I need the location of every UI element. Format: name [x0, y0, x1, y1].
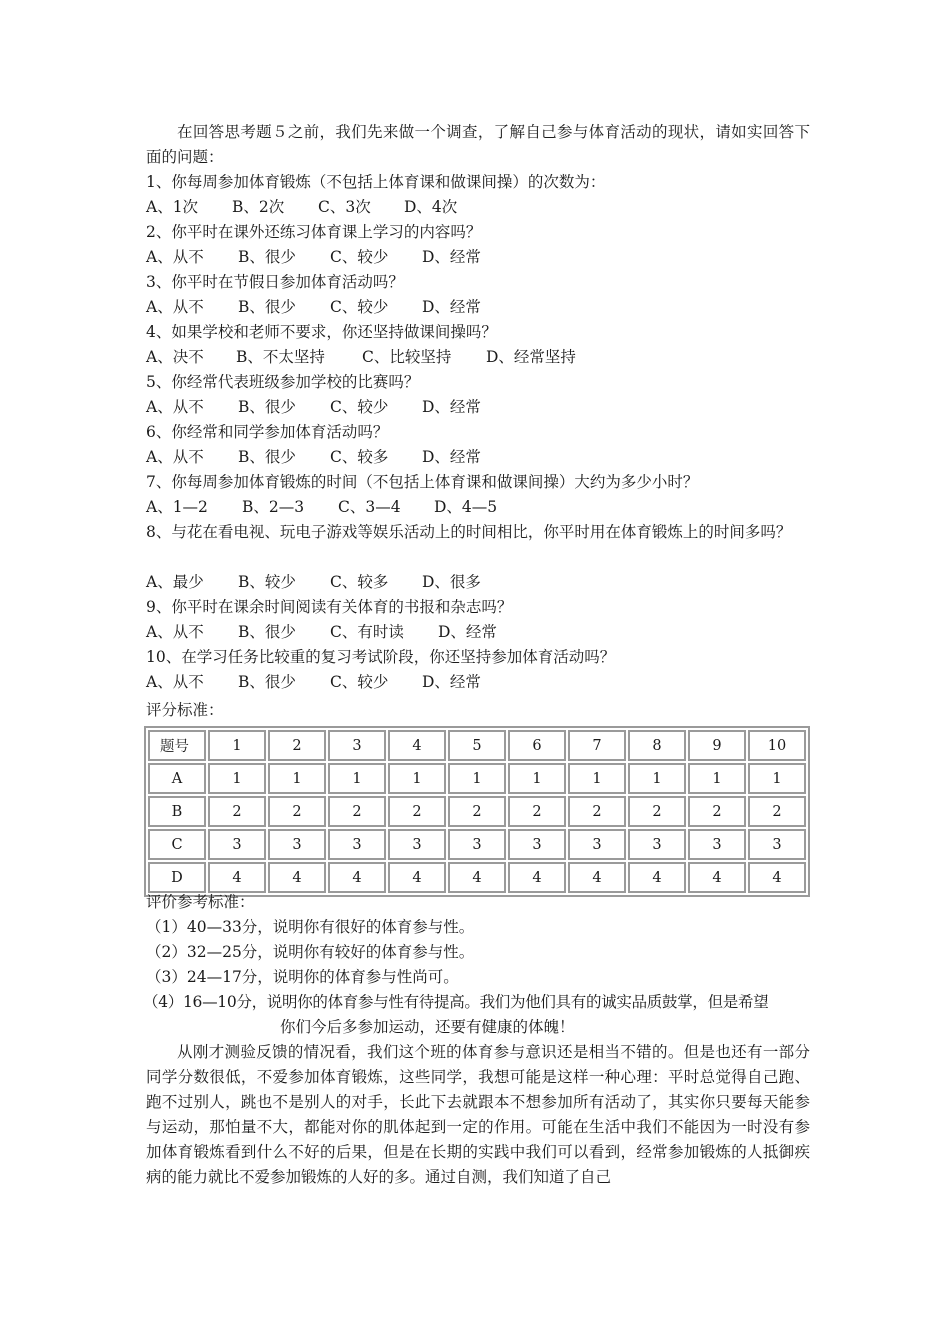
options-6 — [146, 445, 481, 470]
table-header-cell: 2 — [268, 730, 326, 761]
option: A、决不 — [146, 348, 204, 366]
option: B、很少 — [238, 673, 296, 691]
table-header-row — [148, 730, 806, 761]
option: B、较少 — [238, 573, 296, 591]
table-cell: 3 — [268, 829, 326, 860]
table-cell: 2 — [568, 796, 626, 827]
table-cell: 3 — [508, 829, 566, 860]
evaluation-item-2: （2）32—25分，说明你有较好的体育参与性。 — [146, 943, 475, 961]
table-header-cell: 7 — [568, 730, 626, 761]
option: A、最少 — [146, 573, 204, 591]
table-cell: 1 — [268, 763, 326, 794]
question-7: 7、你每周参加体育锻炼的时间（不包括上体育课和做课间操）大约为多少小时？ — [146, 473, 699, 491]
option: A、从不 — [146, 673, 204, 691]
score-table — [144, 726, 810, 897]
table-cell: 3 — [688, 829, 746, 860]
option: B、不太坚持 — [236, 348, 325, 366]
table-cell: 4 — [688, 862, 746, 893]
table-cell: 4 — [328, 862, 386, 893]
option: C、比较坚持 — [362, 348, 452, 366]
option: C、有时读 — [330, 623, 404, 641]
table-header-cell: 1 — [208, 730, 266, 761]
option: D、4次 — [404, 198, 458, 216]
table-cell: 1 — [448, 763, 506, 794]
option: A、从不 — [146, 623, 204, 641]
option: B、2—3 — [242, 498, 305, 516]
option: C、较多 — [330, 448, 389, 466]
table-header-cell: 题号 — [148, 730, 206, 761]
table-cell: 3 — [328, 829, 386, 860]
table-cell: 2 — [508, 796, 566, 827]
question-2: 2、你平时在课外还练习体育课上学习的内容吗？ — [146, 223, 482, 241]
option: D、经常 — [422, 298, 481, 316]
table-header-cell: 6 — [508, 730, 566, 761]
option: C、较多 — [330, 573, 389, 591]
option: C、较少 — [330, 673, 389, 691]
closing-paragraph: 从刚才测验反馈的情况看，我们这个班的体育参与意识还是相当不错的。但是也还有一部分同学分数很低，不爱参加体育锻炼，这些同学，我想可能是这样一种心理：平时总觉得自己跑、跑不过别人，跳也不是别人的对手，长此下去就跟本不想参加所有活动了，其实你只要每天能参与运动，那怕量不大，都能对你的肌体起到一定的作用。可能在生活中我们不能因为一时没有参加体育锻炼看到什么不好的后果，但是在长期的实践中我们可以看到，经常参加锻炼的人抵御疾病的能力就比不爱参加锻炼的人好的多。通过自测，我们知道了自己 — [146, 1043, 810, 1186]
option: D、经常 — [422, 398, 481, 416]
table-cell: 2 — [388, 796, 446, 827]
table-cell: 1 — [628, 763, 686, 794]
table-cell: 3 — [448, 829, 506, 860]
table-cell: 1 — [508, 763, 566, 794]
option: D、经常坚持 — [486, 348, 576, 366]
table-cell: D — [148, 862, 206, 893]
option: B、2次 — [232, 198, 285, 216]
table-cell: C — [148, 829, 206, 860]
options-5 — [146, 395, 481, 420]
table-row — [148, 862, 806, 893]
table-cell: 2 — [688, 796, 746, 827]
option: D、经常 — [422, 248, 481, 266]
question-4: 4、如果学校和老师不要求，你还坚持做课间操吗？ — [146, 323, 497, 341]
table-cell: 3 — [388, 829, 446, 860]
table-cell: 4 — [508, 862, 566, 893]
option: D、经常 — [438, 623, 497, 641]
option: C、较少 — [330, 248, 389, 266]
options-8 — [146, 570, 481, 595]
table-cell: 1 — [748, 763, 806, 794]
question-8: 8、与花在看电视、玩电子游戏等娱乐活动上的时间相比，你平时用在体育锻炼上的时间多吗？ — [146, 523, 792, 541]
table-header-cell: 9 — [688, 730, 746, 761]
options-3 — [146, 295, 481, 320]
table-row — [148, 829, 806, 860]
options-4 — [146, 345, 576, 370]
table-cell: 4 — [268, 862, 326, 893]
table-cell: 4 — [628, 862, 686, 893]
scoring-title: 评分标准： — [146, 701, 224, 719]
table-cell: 3 — [748, 829, 806, 860]
option: A、1次 — [146, 198, 199, 216]
options-7 — [146, 495, 497, 520]
options-2 — [146, 245, 481, 270]
table-cell: 3 — [208, 829, 266, 860]
option: D、4—5 — [434, 498, 498, 516]
table-cell: 4 — [448, 862, 506, 893]
question-6: 6、你经常和同学参加体育活动吗？ — [146, 423, 389, 441]
question-10: 10、在学习任务比较重的复习考试阶段，你还坚持参加体育活动吗？ — [146, 648, 616, 666]
table-cell: B — [148, 796, 206, 827]
table-cell: 4 — [748, 862, 806, 893]
table-cell: 1 — [688, 763, 746, 794]
option: B、很少 — [238, 298, 296, 316]
evaluation-item-1: （1）40—33分，说明你有很好的体育参与性。 — [146, 918, 475, 936]
option: A、从不 — [146, 398, 204, 416]
option: C、3—4 — [338, 498, 401, 516]
table-cell: 2 — [628, 796, 686, 827]
evaluation-item-4-continued: 你们今后多参加运动，还要有健康的体魄！ — [280, 1018, 575, 1036]
table-cell: 1 — [328, 763, 386, 794]
table-cell: 4 — [568, 862, 626, 893]
option: D、很多 — [422, 573, 481, 591]
intro-paragraph: 在回答思考题５之前，我们先来做一个调查，了解自己参与体育活动的现状，请如实回答下面的问题： — [146, 123, 810, 166]
table-header-cell: 3 — [328, 730, 386, 761]
table-cell: A — [148, 763, 206, 794]
option: B、很少 — [238, 623, 296, 641]
table-row — [148, 796, 806, 827]
question-9: 9、你平时在课余时间阅读有关体育的书报和杂志吗？ — [146, 598, 513, 616]
option: A、从不 — [146, 298, 204, 316]
table-cell: 1 — [388, 763, 446, 794]
evaluation-title: 评价参考标准： — [146, 893, 255, 911]
option: C、较少 — [330, 398, 389, 416]
table-cell: 1 — [208, 763, 266, 794]
option: A、从不 — [146, 248, 204, 266]
question-5: 5、你经常代表班级参加学校的比赛吗？ — [146, 373, 420, 391]
table-header-cell: 10 — [748, 730, 806, 761]
options-9 — [146, 620, 497, 645]
option: D、经常 — [422, 673, 481, 691]
option: C、较少 — [330, 298, 389, 316]
option: C、3次 — [318, 198, 371, 216]
table-header-cell: 5 — [448, 730, 506, 761]
table-cell: 3 — [568, 829, 626, 860]
option: A、从不 — [146, 448, 204, 466]
option: B、很少 — [238, 448, 296, 466]
evaluation-item-4: （4）16—10分，说明你的体育参与性有待提高。我们为他们具有的诚实品质鼓掌，但是希望 — [143, 993, 769, 1011]
table-cell: 4 — [388, 862, 446, 893]
table-cell: 2 — [748, 796, 806, 827]
table-cell: 3 — [628, 829, 686, 860]
table-cell: 2 — [208, 796, 266, 827]
table-cell: 2 — [268, 796, 326, 827]
table-header-cell: 8 — [628, 730, 686, 761]
table-cell: 4 — [208, 862, 266, 893]
question-1: 1、你每周参加体育锻炼（不包括上体育课和做课间操）的次数为： — [146, 173, 606, 191]
option: B、很少 — [238, 248, 296, 266]
options-10 — [146, 670, 481, 695]
table-cell: 2 — [328, 796, 386, 827]
table-header-cell: 4 — [388, 730, 446, 761]
option: B、很少 — [238, 398, 296, 416]
table-cell: 2 — [448, 796, 506, 827]
table-cell: 1 — [568, 763, 626, 794]
evaluation-item-3: （3）24—17分，说明你的体育参与性尚可。 — [146, 968, 459, 986]
question-3: 3、你平时在节假日参加体育活动吗？ — [146, 273, 404, 291]
options-1 — [146, 195, 457, 220]
option: A、1—2 — [146, 498, 208, 516]
table-row — [148, 763, 806, 794]
option: D、经常 — [422, 448, 481, 466]
